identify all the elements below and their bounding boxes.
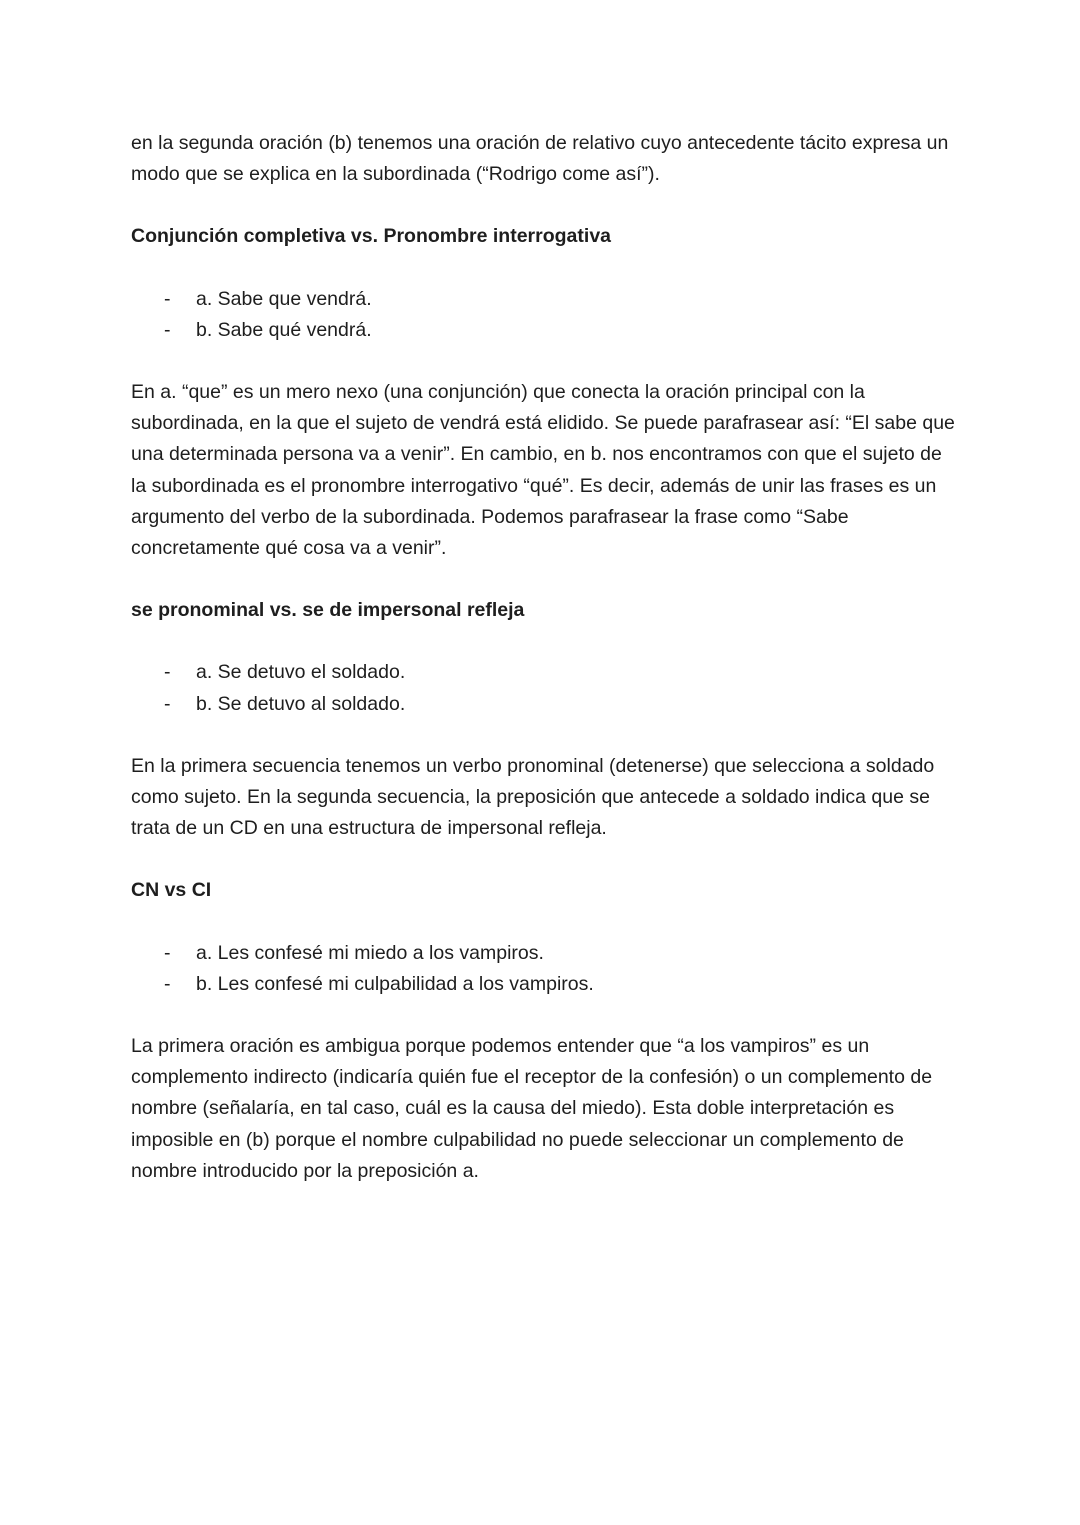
section-heading-pronominal: se pronominal vs. se de impersonal refleja bbox=[131, 599, 525, 622]
list-item: - b. Sabe qué vendrá. bbox=[131, 315, 961, 346]
list-item: - a. Se detuvo el soldado. bbox=[131, 657, 961, 688]
document-page bbox=[131, 128, 961, 1187]
list-item: - b. Les confesé mi culpabilidad a los vampiros. bbox=[131, 969, 961, 1000]
bullet-dash: - bbox=[164, 318, 171, 341]
bullet-dash: - bbox=[164, 941, 171, 964]
intro-paragraph: en la segunda oración (b) tenemos una oración de relativo cuyo antecedente tácito expresa un modo que se explica en la subordinada (“Rodrigo come así”). bbox=[131, 132, 949, 186]
example-list-completiva bbox=[131, 284, 961, 346]
list-item: - a. Sabe que vendrá. bbox=[131, 284, 961, 315]
explanation-paragraph-cn-ci: La primera oración es ambigua porque podemos entender que “a los vampiros” es un complemento indirecto (indicaría quién fue el receptor de la confesión) o un complemento de nombre (señalaría, en tal caso, cuál es la causa del miedo). Esta doble interpretación es imposible en (b) porque el nombre culpabilidad no puede seleccionar un complemento de nombre introducido por la preposición a. bbox=[131, 1035, 933, 1182]
bullet-dash: - bbox=[164, 661, 171, 684]
explanation-paragraph-pronominal: En la primera secuencia tenemos un verbo pronominal (detenerse) que selecciona a soldado como sujeto. En la segunda secuencia, la preposición que antecede a soldado indica que se trata de un CD en una estructura de impersonal refleja. bbox=[131, 754, 935, 840]
section-heading-cn-ci: CN vs CI bbox=[131, 879, 212, 902]
example-list-cn-ci bbox=[131, 938, 961, 1000]
explanation-paragraph-completiva: En a. “que” es un mero nexo (una conjunción) que conecta la oración principal con la subordinada, en la que el sujeto de vendrá está elidido. Se puede parafrasear así: “El sabe que una determinada persona va a venir”. En cambio, en b. nos encontramos con que el sujeto de la subordinada es el pronombre interrogativo “qué”. Es decir, además de unir las frases es un argumento del verbo de la subordinada. Podemos parafrasear la frase como “Sabe concretamente qué cosa va a venir”. bbox=[131, 381, 955, 560]
example-list-pronominal bbox=[131, 657, 961, 719]
list-item: - a. Les confesé mi miedo a los vampiros. bbox=[131, 938, 961, 969]
section-heading-completiva: Conjunción completiva vs. Pronombre interrogativa bbox=[131, 225, 612, 248]
list-item: - b. Se detuvo al soldado. bbox=[131, 689, 961, 720]
bullet-dash: - bbox=[164, 287, 171, 310]
bullet-dash: - bbox=[164, 972, 171, 995]
bullet-dash: - bbox=[164, 692, 171, 715]
